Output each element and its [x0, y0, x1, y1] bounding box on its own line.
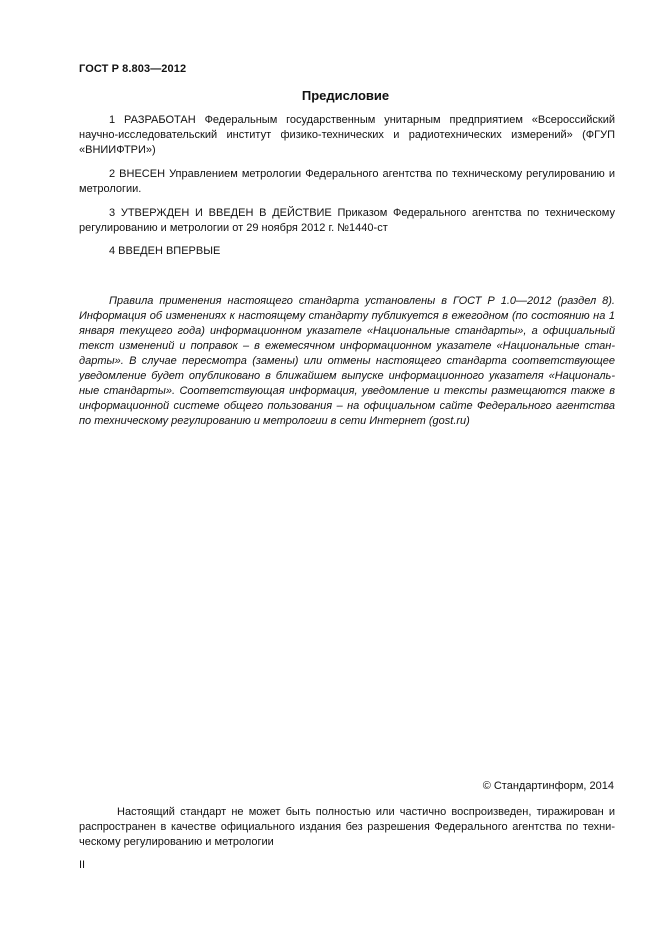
reproduction-notice: Настоящий стандарт не может быть полностью или частично воспроизведен, тиражирован и распространен в качестве официального издания без разрешения Федерального агентства по техническому регулированию и метрологии	[79, 806, 615, 848]
application-rules-notice: Правила применения настоящего стандарта установлены в ГОСТ Р 1.0—2012 (раздел 8). Информация об изменениях к настоящему стандарту публикуется в ежегодном (по состоянию на 1 января текущего года) информационном указателе «Национальные стандарты», а официальный текст изменений и поправок – в ежемесячном информационном указателе «Национальные стандарты». В случае пересмотра (замены) или отмены настоящего стандарта соответствующее уведомление будет опубликовано в ближайшем выпуске информационного указателя «Национальные стандарты». Соответствующая информация, уведомление и тексты размещаются также в информационной системе общего пользования – на официальном сайте Федерального агентства по техническому регулированию и метрологии в сети Интернет (gost.ru)	[79, 295, 615, 427]
copyright-line: © Стандартинформ, 2014	[482, 780, 614, 792]
preface-item-3: 3 УТВЕРЖДЕН И ВВЕДЕН В ДЕЙСТВИЕ Приказом Федерального агентства по техническому регулированию и метрологии от 29 ноября 2012 г. №1440-ст	[79, 207, 615, 234]
preface-item-1: 1 РАЗРАБОТАН Федеральным государственным унитарным предприятием «Всероссийский научно-исследовательский институт физико-технических и радиотехнических измерений» (ФГУП «ВНИИФТРИ»)	[79, 114, 615, 156]
preface-item-4: 4 ВВЕДЕН ВПЕРВЫЕ	[109, 245, 221, 257]
document-code: ГОСТ Р 8.803—2012	[79, 63, 187, 75]
section-title: Предисловие	[301, 88, 390, 103]
preface-item-2: 2 ВНЕСЕН Управлением метрологии Федерального агентства по техническому регулированию и метрологии.	[79, 168, 615, 195]
page-number: II	[79, 859, 86, 871]
